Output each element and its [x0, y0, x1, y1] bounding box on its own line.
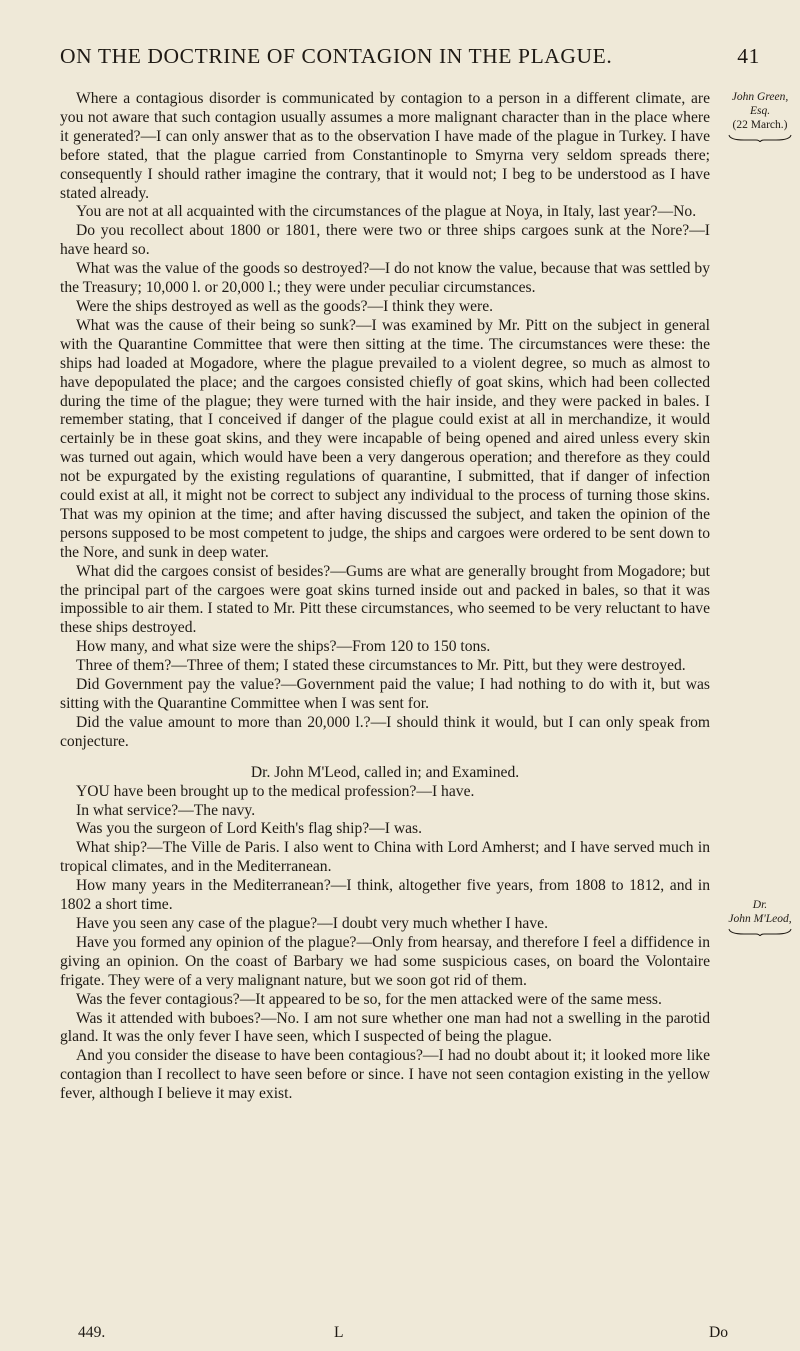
- running-head: [60, 44, 760, 69]
- signature-number: 449.: [78, 1324, 106, 1341]
- margin-note-john-mleod: [724, 898, 796, 936]
- paragraph: What was the cause of their being so sunk?—I was examined by Mr. Pitt on the subject in general with the Quarantine Committee that were then sitting at the time. The circumstances were these: the ships had loaded at Mogadore, where the plague prevailed to a violent degree, so much as almost to have depopulated the place; and the cargoes consisted chiefly of goat skins, which had been collected during the time of the plague; they were turned with the hair inside, and they were packed in bales. I remember stating, that I conceived if danger of the plague could exist at all in merchandize, it would certainly be in these goat skins, and they were incapable of being opened and aired unless every skin was turned out again, which would have been a very dangerous operation; and therefore as they could not be expurgated by the existing regulations of quarantine, I submitted, that if danger of infection could exist at all, it might not be correct to subject any individual to the process of turning those skins. That was my opinion at the time; and after having discussed the subject, and taken the opinion of the persons supposed to be most competent to judge, the ships and cargoes were ordered to be sent down to the Nore, and sunk in deep water.: [60, 316, 710, 561]
- paragraph: How many years in the Mediterranean?—I think, altogether five years, from 1808 to 1812, and in 1802 a short time.: [60, 877, 710, 914]
- paragraph: Was the fever contagious?—It appeared to be so, for the men attacked were of the same mess.: [76, 990, 662, 1008]
- paragraph: Do you recollect about 1800 or 1801, there were two or three ships cargoes sunk at the Nore?—I have heard so.: [60, 222, 710, 259]
- paragraph: Did the value amount to more than 20,000 l.?—I should think it would, but I can only speak from conjecture.: [60, 713, 710, 750]
- margin-note-john-green: [724, 90, 796, 142]
- margin-note-name-line1: John Green,: [731, 91, 789, 103]
- paragraph: What ship?—The Ville de Paris. I also went to China with Lord Amherst; and I have served much in tropical climates, and in the Mediterranean.: [60, 839, 710, 876]
- brace-icon: [728, 134, 792, 142]
- margin-note-name-line2: John M'Leod,: [728, 913, 792, 925]
- paragraph: You are not at all acquainted with the circumstances of the plague at Noya, in Italy, last year?—No.: [76, 203, 697, 221]
- paragraph: Where a contagious disorder is communicated by contagion to a person in a different climate, are you not aware that such contagion usually assumes a more malignant character than in the place where it generated?—I can only answer that as to the observation I have made of the plague in Turkey. I have before stated, that the plague carried from Constantinople to Smyrna very seldom spreads there; consequently I should rather imagine the contrary, that it would not; I beg to be understood as I have stated already.: [60, 90, 710, 202]
- page-number: 41: [737, 44, 760, 68]
- paragraph: Was you the surgeon of Lord Keith's flag ship?—I was.: [76, 820, 422, 838]
- witness-heading: Dr. John M'Leod, called in; and Examined.: [250, 763, 520, 781]
- paragraph: How many, and what size were the ships?—From 120 to 150 tons.: [76, 638, 491, 656]
- paragraph: Were the ships destroyed as well as the goods?—I think they were.: [76, 297, 494, 315]
- paragraph: Did Government pay the value?—Government paid the value; I had nothing to do with it, but was sitting with the Quarantine Committee when I was sent for.: [60, 676, 710, 712]
- catchword: Do: [708, 1324, 728, 1341]
- margin-note-name-line1: Dr.: [752, 899, 768, 911]
- paragraph: What was the value of the goods so destroyed?—I do not know the value, because that was settled by the Treasury; 10,000 l. or 20,000 l.; they were under peculiar circumstances.: [60, 260, 710, 297]
- paragraph: YOU have been brought up to the medical profession?—I have.: [76, 782, 475, 800]
- paragraph: Have you formed any opinion of the plague?—Only from hearsay, and therefore I feel a diffidence in giving an opinion. On the coast of Barbary we had some suspicious cases, on board the Volontaire frigate. They were of a very malignant nature, but we soon got rid of them.: [60, 933, 710, 989]
- paragraph: In what service?—The navy.: [76, 801, 256, 819]
- running-head-title: ON THE DOCTRINE OF CONTAGION IN THE PLAGUE.: [60, 44, 613, 68]
- margin-note-name-line2: Esq.: [749, 105, 771, 117]
- body-text: [60, 90, 710, 1104]
- margin-note-date: (22 March.): [732, 119, 788, 131]
- paragraph: Three of them?—Three of them; I stated these circumstances to Mr. Pitt, but they were destroyed.: [76, 657, 686, 675]
- brace-icon: [728, 928, 792, 936]
- paragraph: And you consider the disease to have been contagious?—I had no doubt about it; it looked more like contagion than I recollect to have seen before or since. I have not seen contagion existing in the yellow fever, although I believe it may exist.: [60, 1047, 710, 1103]
- paragraph: What did the cargoes consist of besides?—Gums are what are generally brought from Mogadore; but the principal part of the cargoes were goat skins turned inside out and packed in bales, so that it was impossible to air them. I stated to Mr. Pitt these circumstances, who seemed to be very reluctant to have these ships destroyed.: [60, 562, 710, 637]
- paragraph: Have you seen any case of the plague?—I doubt very much whether I have.: [76, 914, 548, 932]
- paragraph: Was it attended with buboes?—No. I am not sure whether one man had not a swelling in the parotid gland. It was the only fever I have seen, which I suspected of being the plague.: [60, 1009, 710, 1046]
- gathering-letter: L: [334, 1324, 344, 1341]
